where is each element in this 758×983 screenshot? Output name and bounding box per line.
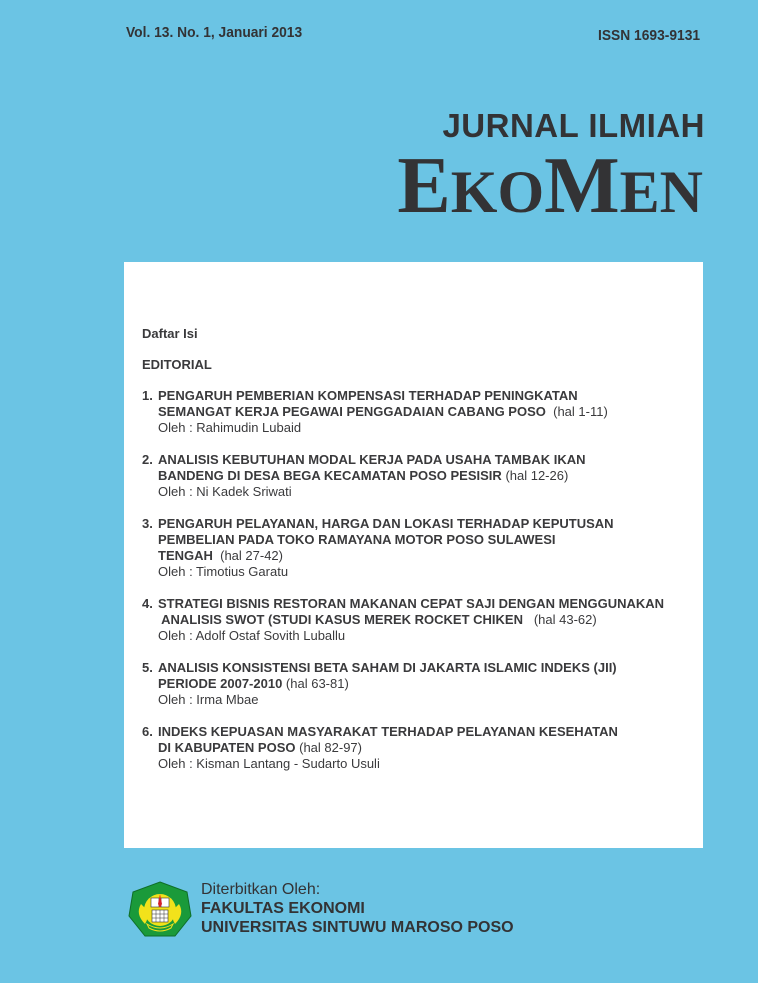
toc-entry xyxy=(142,452,702,500)
journal-brand xyxy=(397,142,703,230)
entry-number: 2. xyxy=(142,452,153,467)
entry-author: Oleh : Timotius Garatu xyxy=(158,564,289,579)
entry-pages: (hal 82-97) xyxy=(299,740,362,755)
entry-title-line: ANALISIS KONSISTENSI BETA SAHAM DI JAKARTA ISLAMIC INDEKS (JII) xyxy=(158,660,617,675)
volume-info: Vol. 13. No. 1, Januari 2013 xyxy=(126,24,303,41)
entry-pages: (hal 12-26) xyxy=(505,468,569,483)
entry-number: 3. xyxy=(142,516,153,531)
faculty-name: FAKULTAS EKONOMI xyxy=(201,900,365,917)
entry-title-line: PERIODE 2007-2010 xyxy=(158,676,283,691)
entry-title-line: ANALISIS KEBUTUHAN MODAL KERJA PADA USAHA TAMBAK IKAN xyxy=(158,452,586,467)
entry-author: Oleh : Rahimudin Lubaid xyxy=(158,420,302,435)
entry-title-line: PENGARUH PELAYANAN, HARGA DAN LOKASI TERHADAP KEPUTUSAN xyxy=(158,516,614,531)
toc-entry xyxy=(142,388,702,436)
entry-number: 5. xyxy=(142,660,153,675)
published-by-label: Diterbitkan Oleh: xyxy=(201,881,321,898)
brand-part: KO xyxy=(450,159,545,225)
entry-pages: (hal 63-81) xyxy=(285,676,349,691)
entry-pages: (hal 1-11) xyxy=(553,404,608,419)
university-name: UNIVERSITAS SINTUWU MAROSO POSO xyxy=(201,919,514,936)
entry-number: 4. xyxy=(142,596,153,611)
toc-entry xyxy=(142,724,702,772)
table-of-contents xyxy=(142,326,702,788)
entry-number: 1. xyxy=(142,388,153,403)
publisher-info xyxy=(201,880,514,937)
entry-title-line: BANDENG DI DESA BEGA KECAMATAN POSO PESISIR xyxy=(158,468,502,483)
entry-title-line: TENGAH xyxy=(158,548,213,563)
entry-title-line: STRATEGI BISNIS RESTORAN MAKANAN CEPAT SAJI DENGAN MENGGUNAKAN xyxy=(158,596,665,611)
entry-pages: (hal 43-62) xyxy=(533,612,597,627)
toc-entry xyxy=(142,660,702,708)
table-of-contents-panel xyxy=(124,262,703,848)
issn: ISSN 1693-9131 xyxy=(598,27,701,44)
toc-entry xyxy=(142,596,702,644)
university-crest-icon xyxy=(127,880,193,940)
entry-author: Oleh : Kisman Lantang - Sudarto Usuli xyxy=(158,756,380,771)
entry-title-line: SEMANGAT KERJA PEGAWAI PENGGADAIAN CABANG POSO xyxy=(158,404,546,419)
entry-number: 6. xyxy=(142,724,153,739)
toc-entry xyxy=(142,516,702,580)
brand-part: EN xyxy=(619,159,703,225)
entry-author: Oleh : Irma Mbae xyxy=(158,692,259,707)
brand-part: M xyxy=(544,142,620,230)
editorial-heading: EDITORIAL xyxy=(142,357,212,372)
entry-title-line: PENGARUH PEMBERIAN KOMPENSASI TERHADAP PENINGKATAN xyxy=(158,388,578,403)
entry-title-line: INDEKS KEPUASAN MASYARAKAT TERHADAP PELAYANAN KESEHATAN xyxy=(158,724,618,739)
toc-heading: Daftar Isi xyxy=(142,326,198,341)
entry-author: Oleh : Adolf Ostaf Sovith Luballu xyxy=(158,628,346,643)
entry-pages: (hal 27-42) xyxy=(220,548,283,563)
entry-title-line: PEMBELIAN PADA TOKO RAMAYANA MOTOR POSO SULAWESI xyxy=(158,532,556,547)
journal-label: JURNAL ILMIAH xyxy=(442,107,705,144)
brand-part: E xyxy=(397,142,451,230)
entry-title-line: ANALISIS SWOT (STUDI KASUS MEREK ROCKET CHIKEN xyxy=(158,612,523,627)
entry-author: Oleh : Ni Kadek Sriwati xyxy=(158,484,292,499)
entry-title-line: DI KABUPATEN POSO xyxy=(158,740,296,755)
